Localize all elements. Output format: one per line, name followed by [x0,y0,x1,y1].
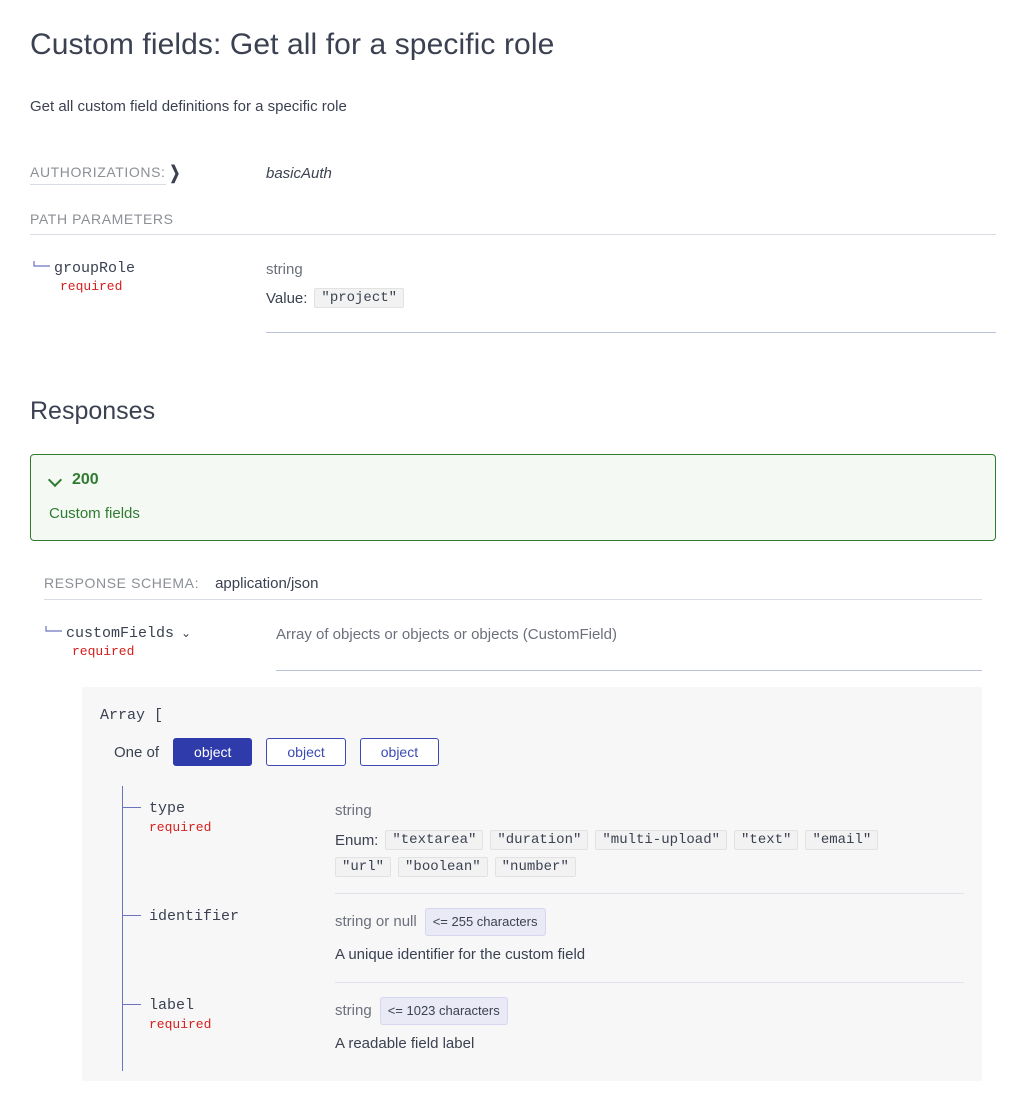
path-parameter-value-line [266,288,996,308]
field-name-cell [123,983,335,1071]
field-description: A unique identifier for the custom field [335,946,586,963]
path-parameters-heading: PATH PARAMETERS [30,211,996,235]
tree-branch-icon [123,915,141,916]
field-constraint: <= 1023 characters [380,997,508,1025]
field-name: identifier [149,908,240,925]
path-parameter-name-cell [30,259,266,333]
field-detail [335,983,964,1071]
response-root-field-detail [276,624,982,671]
response-schema-header [44,575,982,600]
field-name: label [149,997,195,1014]
authorizations-row [30,161,996,185]
field-type-line [335,997,964,1025]
field-detail [335,786,964,894]
field-required: required [149,820,212,835]
response-status-description: Custom fields [49,505,140,522]
field-type: string or null [335,913,417,930]
enum-value: "text" [734,830,798,850]
chevron-down-icon [49,474,62,487]
enum-value: "url" [335,857,391,877]
tree-branch-icon [44,624,66,638]
response-root-field-name-cell[interactable] [44,624,276,671]
one-of-selector [114,738,964,766]
field-row [123,894,964,983]
response-root-field-type: Array of objects or objects or objects (CustomField) [276,626,617,643]
path-parameter-required: required [60,279,123,294]
chevron-right-icon: ❯ [169,161,181,183]
field-name-cell [123,894,335,983]
response-status-code: 200 [72,471,99,488]
path-parameter-value-label: Value: [266,289,308,307]
path-parameter-value: "project" [314,288,404,308]
response-200-header[interactable] [49,471,977,489]
authorizations-label: AUTHORIZATIONS: [30,164,166,185]
path-parameter-detail [266,259,996,333]
path-parameter-name: groupRole [54,260,136,277]
responses-heading: Responses [30,397,156,425]
authorizations-value: basicAuth [266,165,332,182]
response-schema-media-type: application/json [215,575,319,592]
response-root-field-required: required [72,644,135,659]
field-row [123,983,964,1071]
tree-branch-icon [32,259,54,273]
field-name: type [149,800,186,817]
field-type: string [335,802,372,819]
chevron-down-icon[interactable]: ⌄ [181,626,192,640]
tree-branch-icon [123,807,141,808]
field-type: string [335,1002,372,1019]
object-fields-list [122,786,964,1071]
enum-value: "duration" [490,830,588,850]
enum-value: "textarea" [385,830,483,850]
response-200-panel[interactable] [30,454,996,541]
enum-value: "number" [495,857,576,877]
page-title: Custom fields: Get all for a specific role [30,28,555,61]
path-parameter-row [30,259,996,333]
field-required: required [149,1017,212,1032]
enum-label: Enum: [335,831,379,849]
array-open-label: Array [ [100,707,164,724]
field-row [123,786,964,894]
operation-description: Get all custom field definitions for a specific role [30,98,347,115]
field-detail [335,894,964,983]
field-description: A readable field label [335,1035,475,1052]
enum-value: "email" [805,830,878,850]
array-schema-block [82,687,982,1081]
enum-value: "multi-upload" [595,830,727,850]
response-schema-label: RESPONSE SCHEMA: [44,575,200,591]
one-of-tab-2[interactable]: object [360,738,439,766]
field-name-cell [123,786,335,894]
one-of-tab-1[interactable]: object [266,738,345,766]
one-of-tab-0[interactable]: object [173,738,252,766]
field-constraint: <= 255 characters [425,908,546,936]
tree-branch-icon [123,1004,141,1005]
field-enum-line [335,830,935,877]
enum-value: "boolean" [398,857,488,877]
authorizations-toggle[interactable] [30,161,266,185]
field-type-line [335,908,964,936]
path-parameter-type: string [266,261,303,278]
one-of-label: One of [114,743,160,761]
response-root-field-row [44,624,982,671]
response-root-field-name: customFields [66,625,175,642]
